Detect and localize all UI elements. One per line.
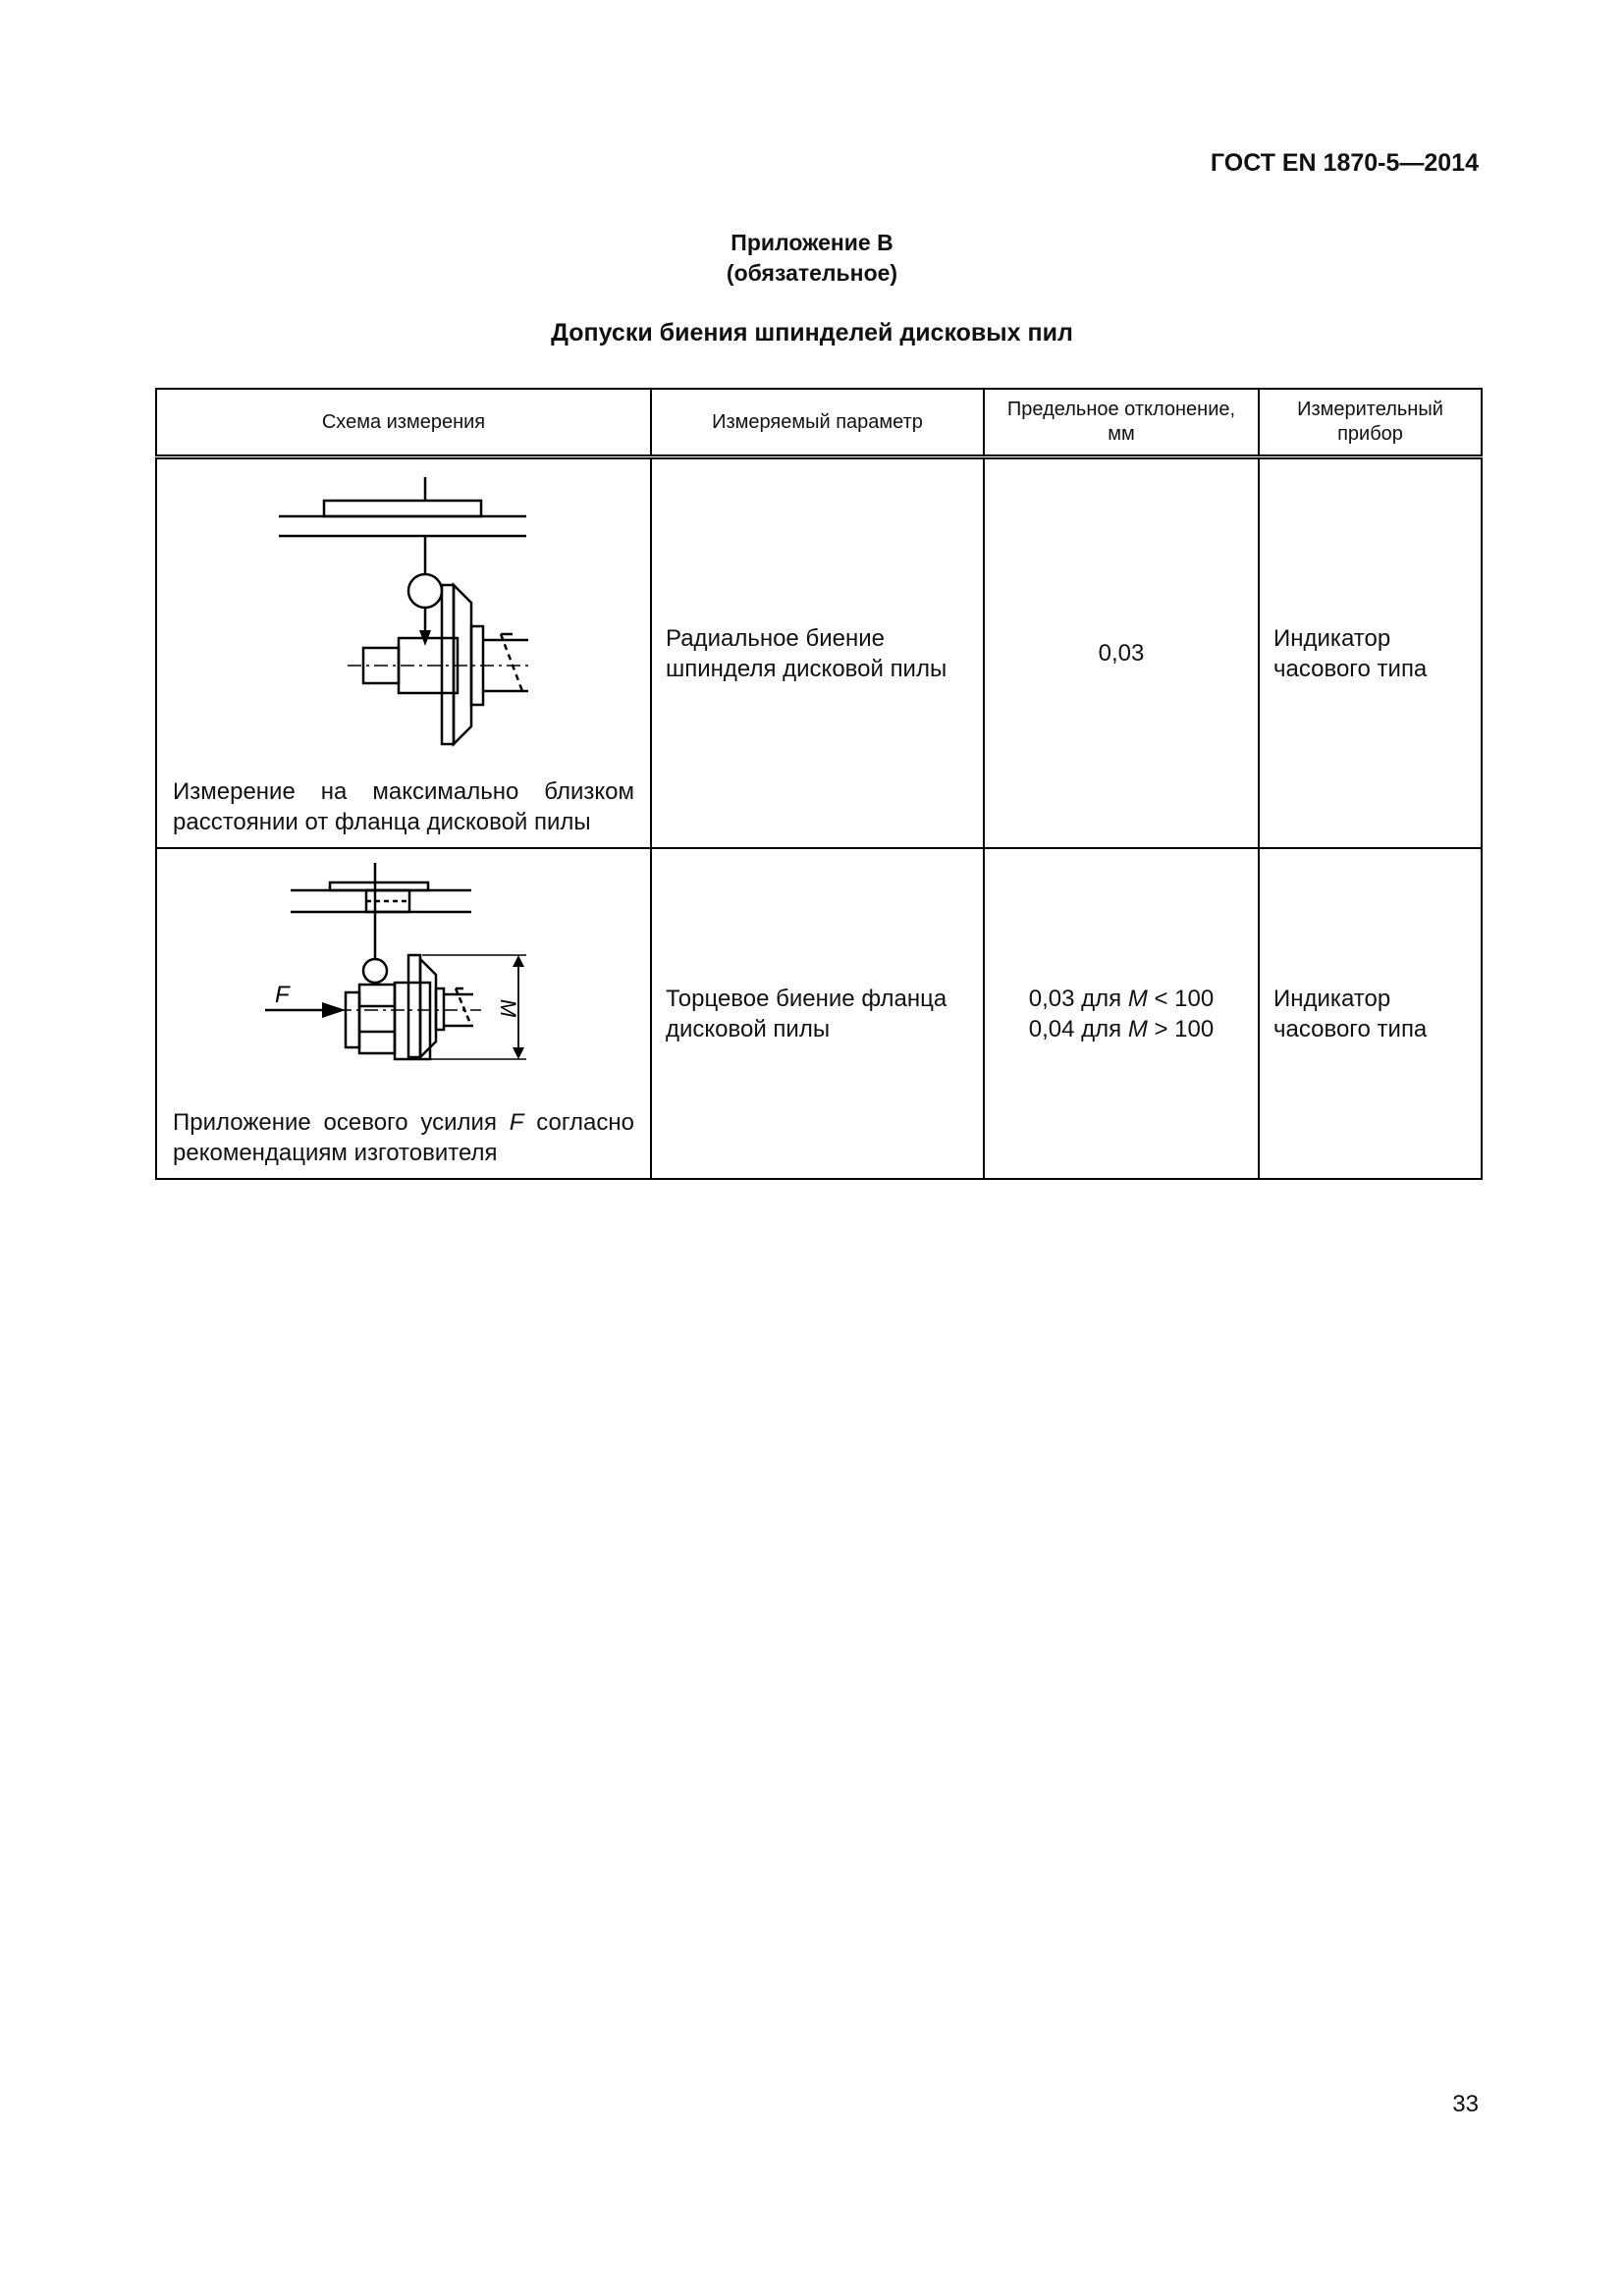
force-label: F	[275, 982, 290, 1008]
axial-runout-diagram	[157, 849, 652, 1085]
column-header-instrument: Измерительный прибор	[1259, 389, 1482, 457]
annex-title: Приложение В	[731, 230, 893, 255]
deviation-value: 0,03 для M < 100	[1028, 985, 1215, 1012]
column-header-scheme: Схема измерения	[156, 389, 651, 457]
annex-heading	[0, 228, 1624, 289]
parameter-cell: Торцевое биение фланца дисковой пилы	[651, 848, 984, 1179]
scheme-cell	[156, 457, 651, 849]
tolerance-table	[155, 388, 1483, 1180]
deviation-cell: 0,03	[984, 457, 1259, 849]
table-row	[156, 457, 1482, 849]
table-row	[156, 848, 1482, 1179]
annex-status: (обязательное)	[726, 260, 898, 286]
scheme-cell	[156, 848, 651, 1179]
column-header-deviation: Предельное отклонение, мм	[984, 389, 1259, 457]
diameter-label: M	[496, 998, 520, 1018]
scheme-caption: Измерение на максимально близком расстоянии от фланца дисковой пилы	[173, 778, 634, 835]
parameter-cell: Радиальное биение шпинделя дисковой пилы	[651, 457, 984, 849]
page-title: Допуски биения шпинделей дисковых пил	[551, 319, 1073, 347]
deviation-cell	[984, 848, 1259, 1179]
scheme-caption: Приложение осевого усилия F согласно рекомендациям изготовителя	[173, 1109, 634, 1166]
column-header-parameter: Измеряемый параметр	[651, 389, 984, 457]
deviation-value: 0,04 для M > 100	[1028, 1015, 1215, 1042]
table-header-row	[156, 389, 1482, 457]
document-code: ГОСТ EN 1870-5—2014	[1210, 149, 1479, 177]
radial-runout-diagram	[157, 459, 652, 754]
instrument-cell: Индикатор часового типа	[1259, 457, 1482, 849]
page-number: 33	[1452, 2091, 1479, 2117]
instrument-cell: Индикатор часового типа	[1259, 848, 1482, 1179]
